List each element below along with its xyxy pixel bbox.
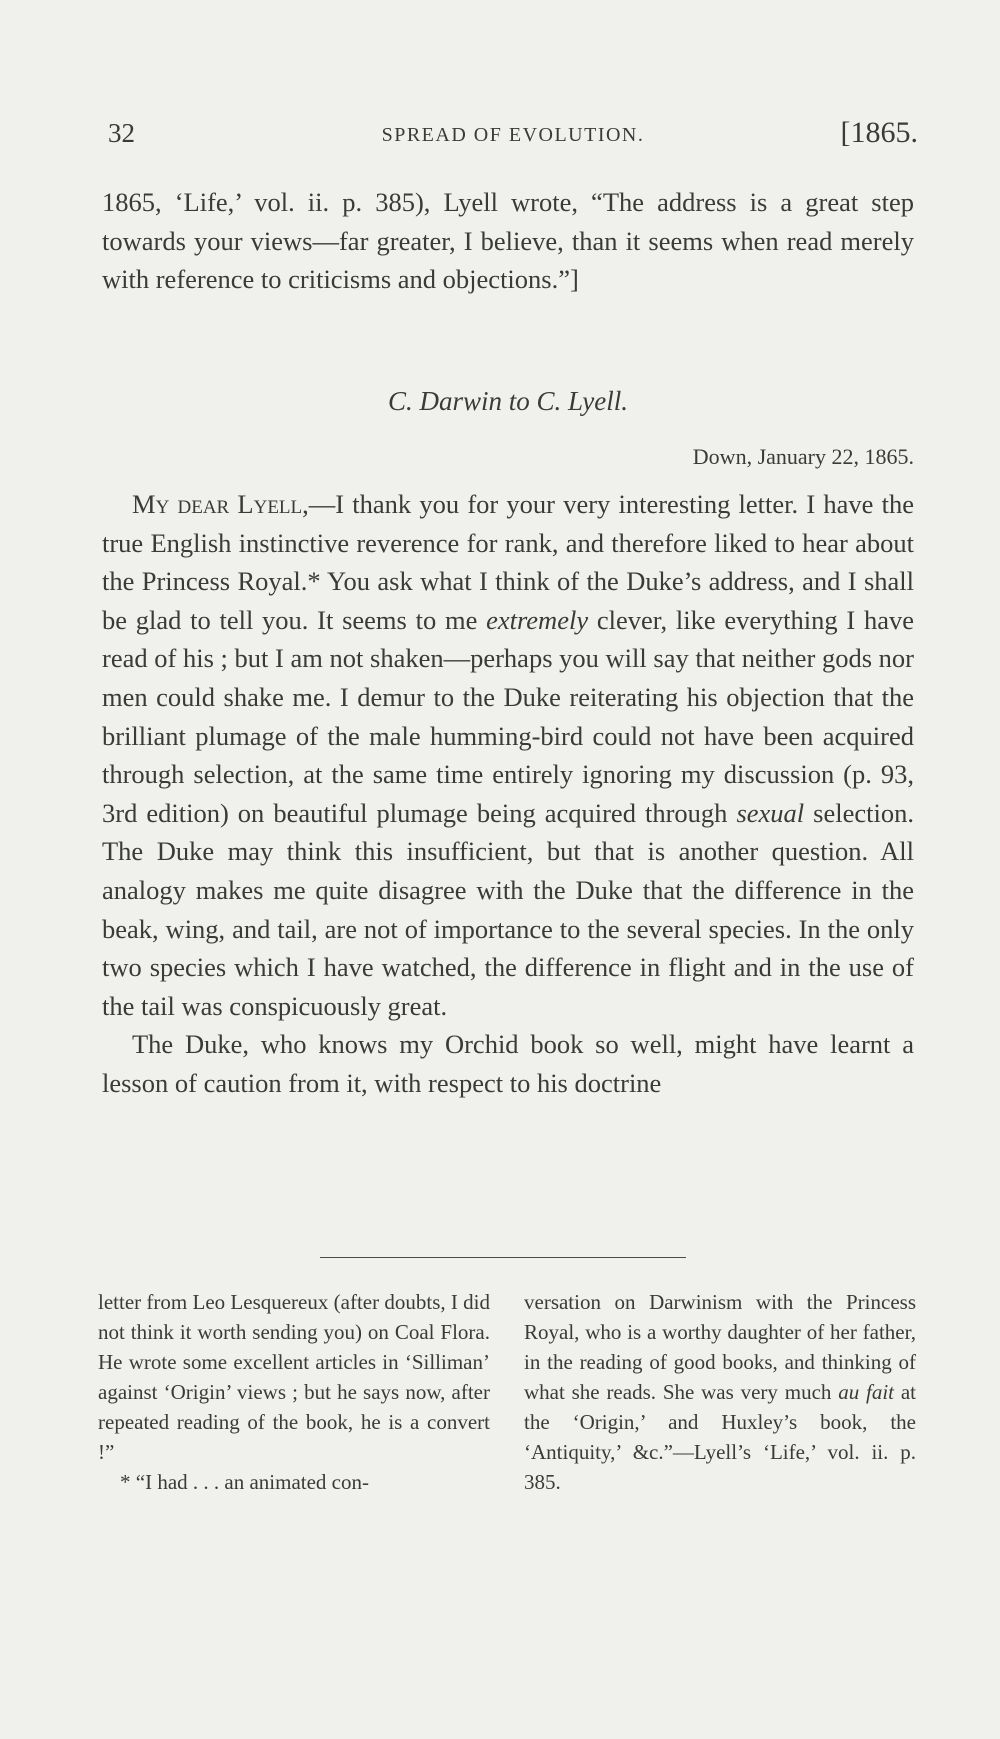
footnote-text (524, 1287, 916, 1497)
emphasis-text: au fait (838, 1380, 895, 1404)
letter-text: selection. The Duke may think this insufficient, but that is another question. All analogy makes me quite disagree with the Duke that the difference in the beak, wing, and tail, are not of importance to the several species. In the only two species which I have watched, the difference in flight and in the use of the tail was conspicuously great. (102, 797, 914, 1021)
footnotes (98, 1287, 916, 1497)
continuation-paragraph (102, 183, 914, 299)
footnote-start: * “I had . . . an animated con- (120, 1470, 369, 1494)
salutation: My dear Lyell, (132, 489, 309, 519)
footnote-divider (320, 1257, 686, 1258)
letter-paragraph-1 (102, 485, 914, 1025)
letter-heading: C. Darwin to C. Lyell. (388, 386, 628, 416)
letter-paragraph-2: The Duke, who knows my Orchid book so well, might have learnt a lesson of caution from it, with respect to his doctrine (102, 1029, 914, 1098)
continuation-text: 1865, ‘Life,’ vol. ii. p. 385), Lyell wrote, “The address is a great step towards your views—far greater, I believe, than it seems when read merely with reference to criticisms and objections.”] (102, 187, 914, 295)
footnote-text-part: at the ‘Origin,’ and Huxley’s book, the ‘Antiquity,’ &c.”—Lyell’s ‘Life,’ vol. ii. p. 385. (524, 1380, 917, 1494)
footnote-continuation: letter from Leo Lesquereux (after doubts, I did not think it worth sending you) on Coal Flora. He wrote some excellent articles in ‘Silliman’ against ‘Origin’ views ; but he says now, after repeated reading of the book, he is a convert !” (98, 1290, 490, 1464)
letter-body (102, 485, 914, 1103)
footnote-column-left (98, 1287, 490, 1497)
footnote-column-right (524, 1287, 916, 1497)
running-title: SPREAD OF EVOLUTION. (381, 124, 645, 146)
page-header (108, 118, 918, 158)
letter-dateline: Down, January 22, 1865. (692, 444, 914, 469)
footnote-text-part: versation on Darwinism with the Princess Royal, who is a worthy daughter of her father, in the reading of good books, and thinking of what she reads. She was very much (524, 1290, 916, 1404)
emphasis-text: sexual (736, 797, 805, 828)
emphasis-text: extremely (486, 604, 589, 635)
header-year: [1865. (840, 116, 918, 149)
letter-text: —I thank you for your very interesting letter. I have the true English instinctive reverence for rank, and therefore liked to hear about the Princess Royal.* You ask what I think of the Duke’s address, and I shall be glad to tell you. It seems to me (102, 489, 914, 635)
letter-text: clever, like everything I have read of his ; but I am not shaken—perhaps you will say that neither gods nor men could shake me. I demur to the Duke reiterating his objection that the brilliant plumage of the male humming-bird could not have been acquired through selection, at the same time entirely ignoring my discussion (p. 93, 3rd edition) on beautiful plumage being acquired through (102, 604, 914, 828)
page-number: 32 (108, 118, 135, 148)
